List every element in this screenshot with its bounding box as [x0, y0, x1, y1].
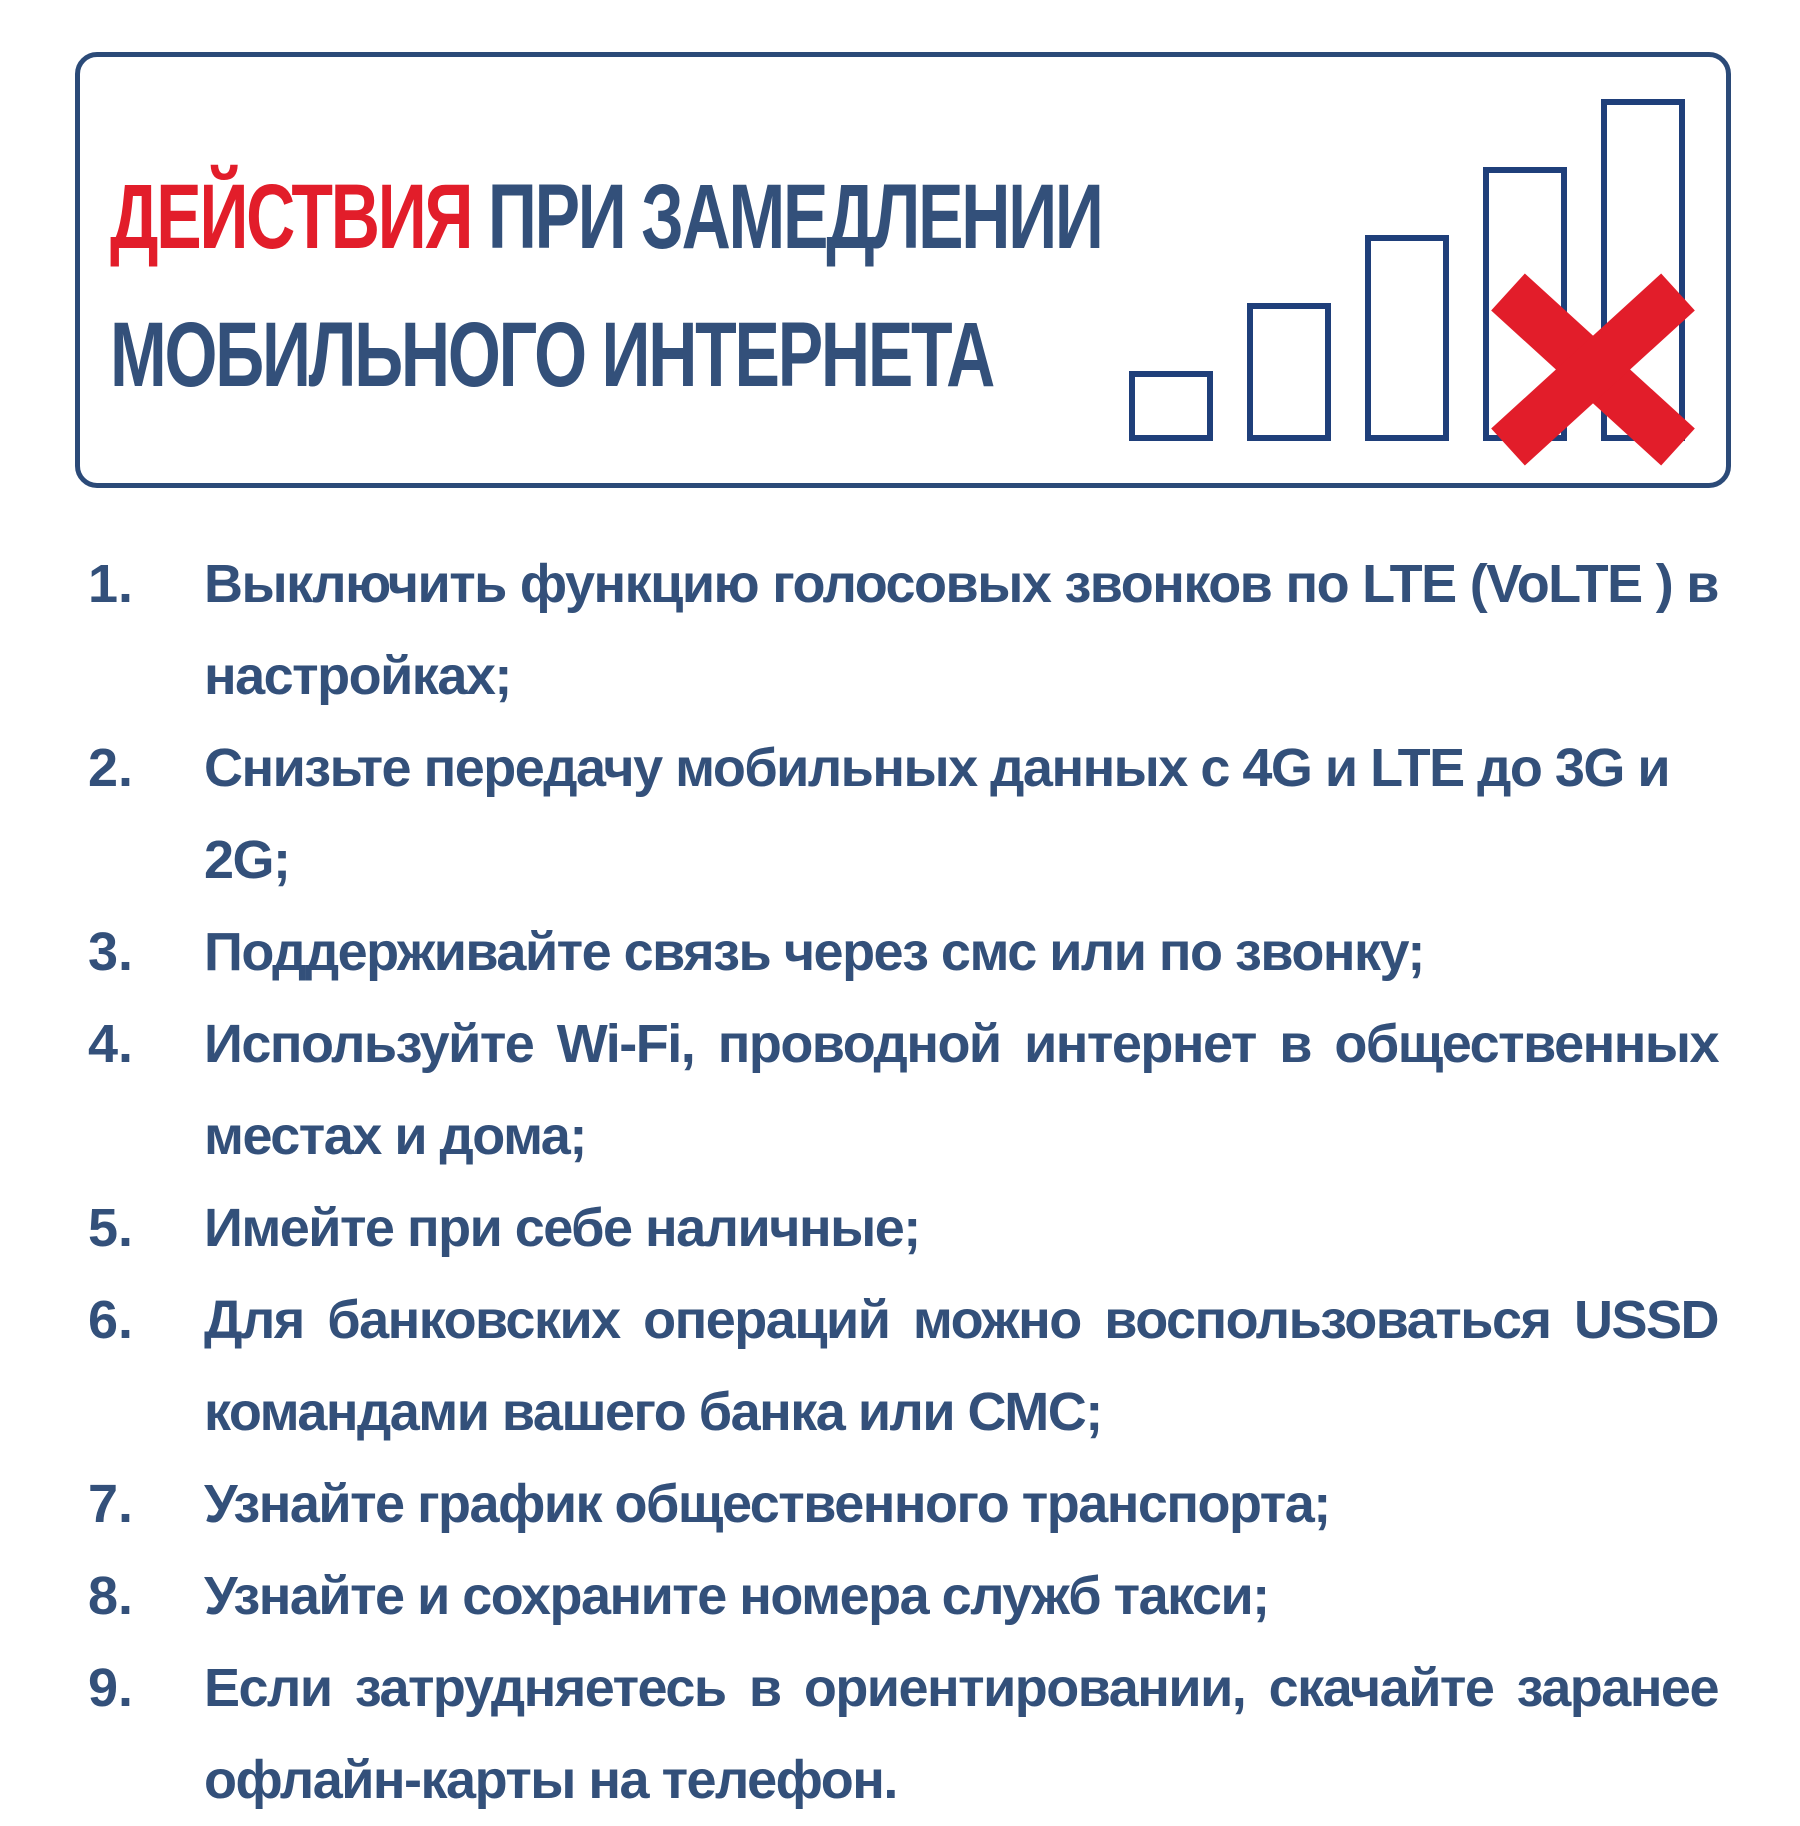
step-number: 1.	[88, 554, 134, 614]
step-number: 7.	[88, 1474, 134, 1534]
step-number: 4.	[88, 1014, 134, 1074]
step-text: Используйте Wi-Fi, проводной интернет в общественных местах и дома;	[204, 1014, 1718, 1166]
list-item	[88, 1274, 1718, 1458]
step-text: Узнайте график общественного транспорта;	[204, 1474, 1330, 1534]
step-number: 6.	[88, 1290, 134, 1350]
step-text: Выключить функцию голосовых звонков по LTE (VoLTE ) в настройках;	[204, 554, 1718, 706]
step-number: 2.	[88, 738, 134, 798]
list-item	[88, 538, 1718, 722]
step-text: Поддерживайте связь через смс или по звонку;	[204, 922, 1424, 982]
list-item	[88, 1642, 1718, 1826]
signal-bar-2	[1250, 306, 1328, 438]
step-number: 9.	[88, 1658, 134, 1718]
step-number: 8.	[88, 1566, 134, 1626]
step-text: Для банковских операций можно воспользоваться USSD командами вашего банка или СМС;	[204, 1290, 1718, 1442]
step-text: Узнайте и сохраните номера служб такси;	[204, 1566, 1269, 1626]
cross-icon	[1508, 292, 1678, 447]
step-text: Если затрудняетесь в ориентировании, скачайте заранее офлайн-карты на телефон.	[204, 1658, 1718, 1810]
signal-bars-crossed-icon	[1118, 92, 1708, 468]
signal-bar-1	[1132, 374, 1210, 438]
page-title	[110, 148, 1102, 424]
list-item	[88, 906, 1718, 998]
step-text: Снизьте передачу мобильных данных с 4G и LTE до 3G и 2G;	[204, 738, 1670, 890]
list-item	[88, 998, 1718, 1182]
list-item	[88, 1550, 1718, 1642]
list-item	[88, 1182, 1718, 1274]
step-text: Имейте при себе наличные;	[204, 1198, 920, 1258]
title-line2: МОБИЛЬНОГО ИНТЕРНЕТА	[110, 304, 994, 406]
list-item	[88, 722, 1718, 906]
signal-bar-3	[1368, 238, 1446, 438]
step-number: 5.	[88, 1198, 134, 1258]
steps-list	[88, 538, 1718, 1826]
list-item	[88, 1458, 1718, 1550]
title-line1-rest: ПРИ ЗАМЕДЛЕНИИ	[487, 166, 1102, 268]
title-accent: ДЕЙСТВИЯ	[110, 166, 472, 268]
step-number: 3.	[88, 922, 134, 982]
